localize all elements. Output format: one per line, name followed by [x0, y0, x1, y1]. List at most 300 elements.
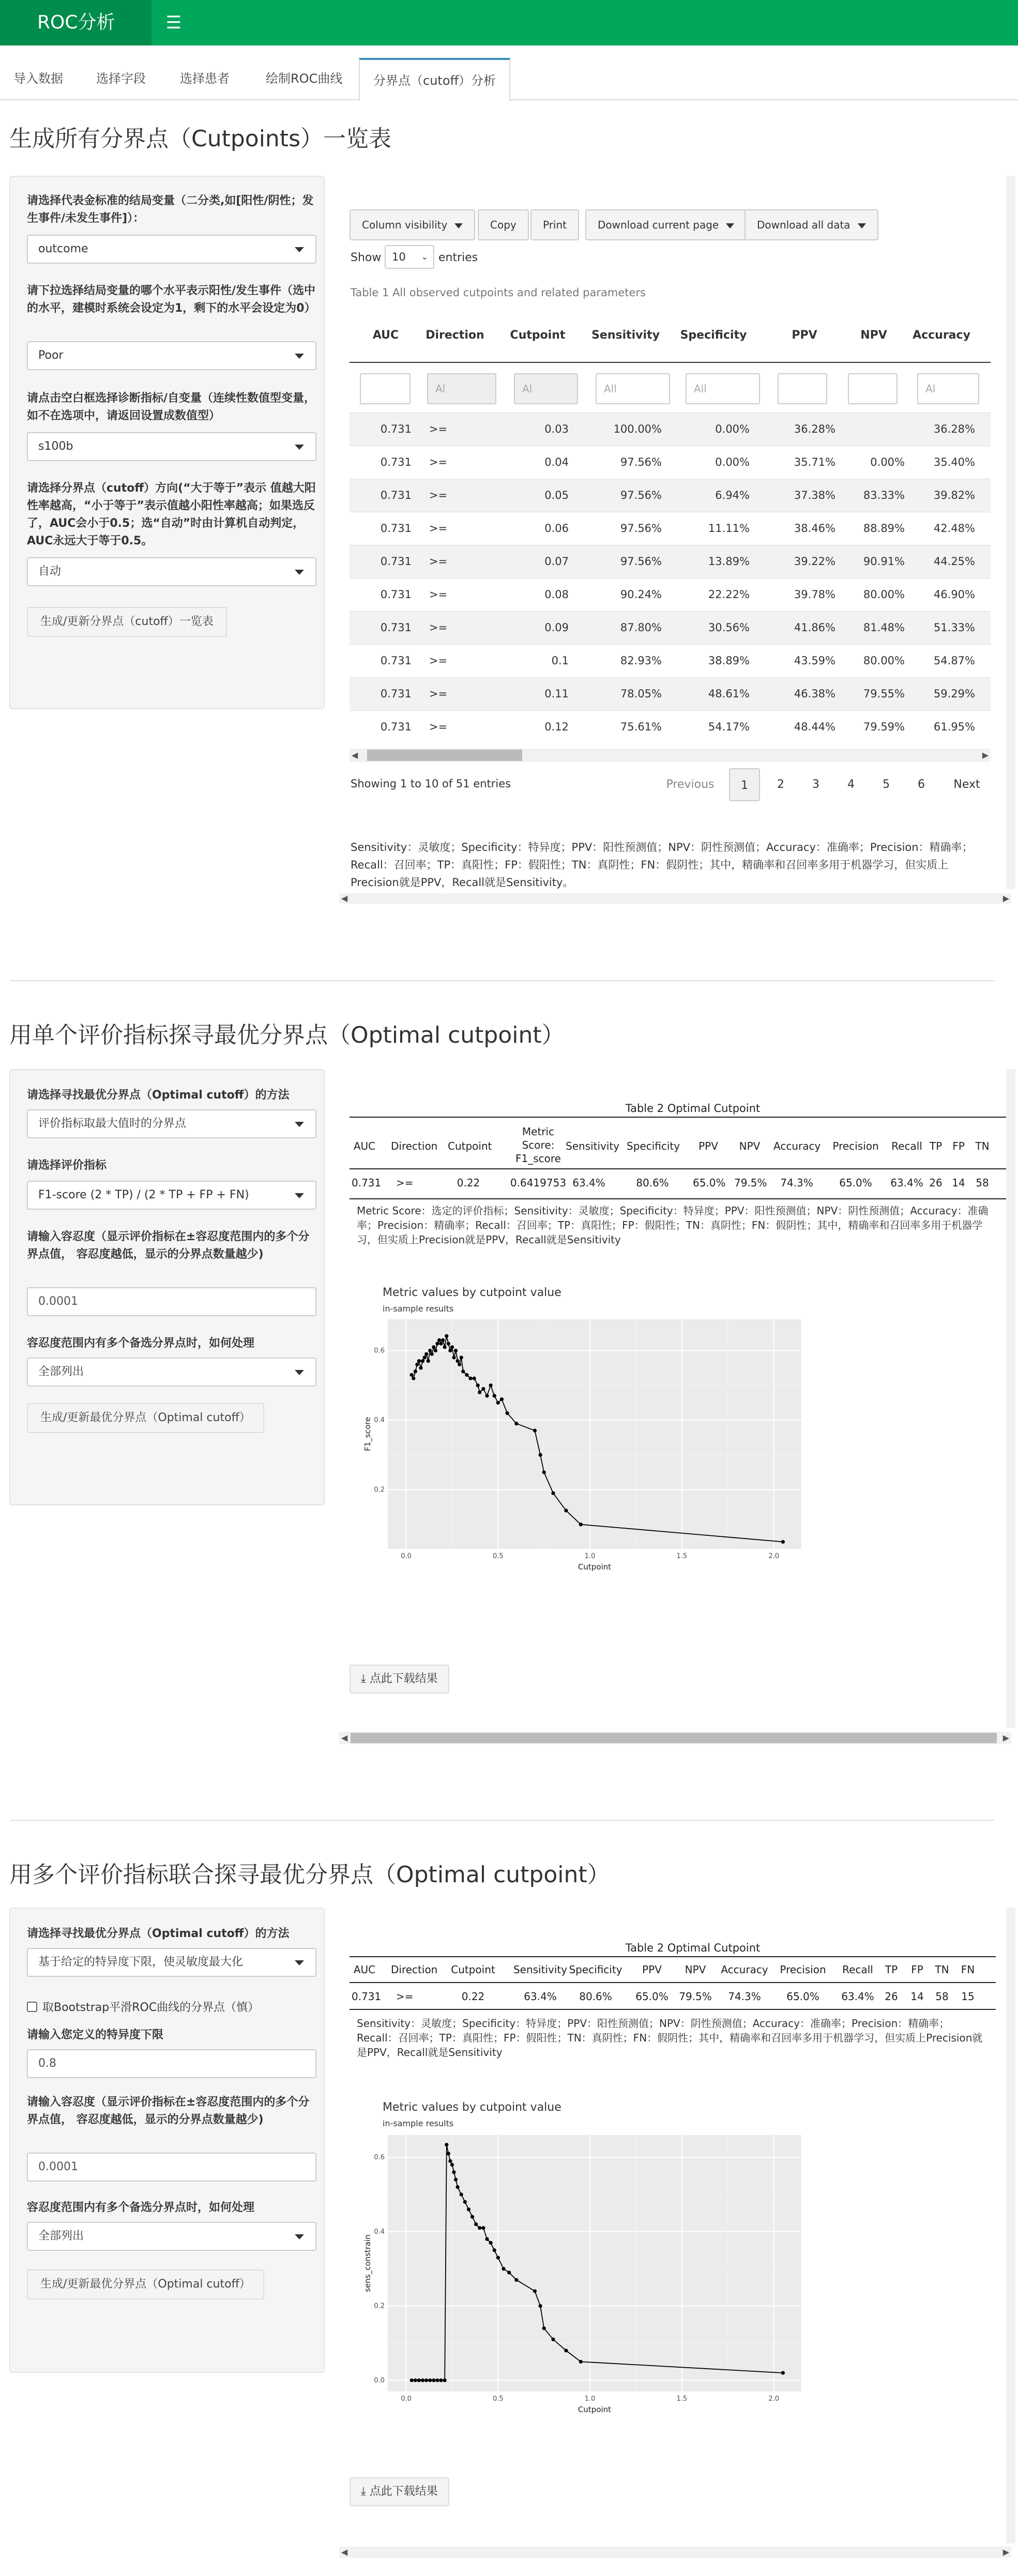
table1-caption: Table 1 All observed cutpoints and related parameters — [351, 286, 646, 299]
table3-cell: 26 — [885, 1990, 898, 2003]
scroll-right-icon[interactable]: ▶ — [982, 750, 989, 760]
table2-cell: 80.6% — [636, 1177, 669, 1189]
page-next[interactable]: Next — [953, 778, 980, 791]
page-2[interactable]: 2 — [777, 778, 784, 791]
x-tick-label: 0.0 — [401, 1552, 412, 1560]
table2-cell: 26 — [929, 1177, 943, 1189]
data-point — [481, 2226, 485, 2230]
section2-title: 用单个评价指标探寻最优分界点（Optimal cutpoint） — [9, 1022, 565, 1048]
table3-header-cell: Sensitivity — [513, 1963, 568, 1976]
table3-cell: 80.6% — [579, 1990, 612, 2003]
data-point — [460, 2192, 463, 2196]
tab-import-data[interactable]: 导入数据 — [13, 71, 63, 86]
plot-panel — [388, 1319, 801, 1549]
table2-cell: 0.6419753 — [510, 1177, 567, 1189]
section2-hscrollbar[interactable] — [339, 1732, 1011, 1744]
data-point — [414, 1369, 417, 1373]
table2-cell: 65.0% — [693, 1177, 726, 1189]
table3-header-cell: Accuracy — [721, 1963, 768, 1976]
scroll-left-icon[interactable]: ◀ — [341, 893, 348, 903]
table-cell: 0.731 — [380, 654, 412, 667]
x-tick-label: 0.5 — [492, 1552, 504, 1560]
data-point — [454, 2178, 458, 2182]
data-point — [421, 1359, 424, 1363]
data-point — [432, 2379, 435, 2382]
data-point — [441, 1338, 445, 1342]
download-all-data-button[interactable]: Download all data — [744, 209, 878, 240]
data-point — [421, 2379, 424, 2382]
chart1-subtitle: in-sample results — [383, 1304, 454, 1314]
page-6[interactable]: 6 — [918, 778, 925, 791]
table-cell: 97.56% — [620, 522, 662, 535]
scroll-right-icon[interactable]: ▶ — [1002, 2547, 1009, 2557]
multiple-handling-select[interactable]: 全部列出 — [27, 1358, 316, 1386]
direction-select[interactable]: 自动 — [27, 557, 316, 586]
data-point — [456, 2185, 460, 2189]
filter-cutpoint[interactable]: Al — [514, 373, 578, 404]
data-point — [412, 1377, 415, 1380]
table-cell: 0.00% — [870, 456, 905, 468]
data-point — [539, 1453, 542, 1457]
table2-cell: 63.4% — [890, 1177, 923, 1189]
data-point — [478, 1391, 481, 1394]
table1-hscrollbar[interactable] — [350, 749, 991, 762]
multiple-handling-label: 容忍度范围内有多个备选分界点时，如何处理 — [27, 1337, 255, 1350]
data-point — [539, 2304, 542, 2308]
x-tick-label: 2.0 — [768, 1552, 780, 1560]
data-point — [551, 1491, 555, 1495]
column-visibility-button[interactable]: Column visibility — [350, 209, 475, 240]
table-cell: 46.90% — [933, 588, 975, 601]
generate-optimal-cutoff-button[interactable]: 生成/更新最优分界点（Optimal cutoff） — [27, 2269, 264, 2299]
chart1-title: Metric values by cutpoint value — [383, 1286, 561, 1299]
data-point — [514, 1422, 518, 1425]
tab-select-patients[interactable]: 选择患者 — [180, 71, 230, 86]
data-point — [551, 2338, 555, 2341]
table2-cell: 63.4% — [572, 1177, 605, 1189]
filter-auc[interactable] — [360, 373, 411, 404]
table-cell: 0.731 — [380, 688, 412, 700]
table-cell: 22.22% — [708, 588, 750, 601]
table2-header-cell: PPV — [698, 1140, 718, 1152]
tolerance-label: 请输入容忍度（显示评价指标在±容忍度范围内的多个分界点值， 容忍度越低，显示的分界点数量越少) — [27, 2096, 310, 2126]
data-point — [507, 2270, 511, 2274]
table-cell: 83.33% — [863, 489, 905, 501]
data-point — [476, 1383, 480, 1387]
table2-header-cell: FP — [952, 1140, 965, 1152]
x-tick-label: 1.5 — [676, 1552, 688, 1560]
table-cell: 80.00% — [863, 588, 905, 601]
col-ppv[interactable]: PPV — [792, 329, 817, 342]
y-axis-label: sens_constrain — [363, 2234, 372, 2292]
table-cell: 42.48% — [933, 522, 975, 535]
table1-note: Sensitivity：灵敏度；Specificity：特异度；PPV：阳性预测值；NPV：阴性预测值；Accuracy：准确率；Precision：精确率；Recall：召回率；TP：真阳性；FP：假阳性；TN：真阴性；FN：假阴性；其中，精确率和召回率多用于机器学习，但实质上Precision就是PPV，Recall就是Sensitivity。 — [351, 841, 973, 889]
section2-vscrollbar[interactable] — [1006, 1069, 1015, 1728]
data-point — [500, 1397, 504, 1401]
chart2-title: Metric values by cutpoint value — [383, 2101, 561, 2114]
download-current-page-button[interactable]: Download current page — [585, 209, 747, 240]
show-label: Show — [351, 251, 382, 264]
table-cell: 0.731 — [380, 456, 412, 468]
table-cell: 38.89% — [708, 654, 750, 667]
outcome-select[interactable]: outcome — [27, 235, 316, 264]
scroll-left-icon[interactable]: ◀ — [341, 1733, 348, 1743]
table3-cell: 63.4% — [524, 1990, 557, 2003]
table3-header-cell: Direction — [391, 1963, 438, 1976]
table2-header-cell: AUC — [353, 1140, 376, 1152]
data-point — [481, 1387, 485, 1391]
data-point — [434, 1349, 437, 1352]
data-point — [448, 1349, 452, 1352]
app-logo: ROC分析 — [0, 0, 151, 45]
table2-cell: 14 — [952, 1177, 965, 1189]
table3-header-cell: TP — [885, 1963, 898, 1976]
table-cell: 80.00% — [863, 654, 905, 667]
data-point — [428, 1349, 432, 1352]
data-point — [506, 1411, 509, 1415]
table3-cell: 65.0% — [635, 1990, 668, 2003]
table2-caption: Table 2 Optimal Cutpoint — [625, 1102, 761, 1115]
data-point — [579, 2360, 583, 2364]
data-point — [437, 1338, 441, 1342]
section1-hscrollbar[interactable] — [339, 893, 1011, 904]
section3-title: 用多个评价指标联合探寻最优分界点（Optimal cutpoint） — [9, 1862, 610, 1888]
table3-cell: 0.22 — [461, 1990, 485, 2003]
download-results-button[interactable]: ⤓ 点此下载结果 — [350, 1665, 449, 1694]
table2-cell: 0.731 — [352, 1177, 382, 1189]
predictor-label: 请点击空白框选择诊断指标/自变量（连续性数值型变量，如不在选项中，请返回设置成数值型） — [27, 392, 316, 422]
data-point — [579, 1522, 583, 1526]
table-cell: >= — [429, 621, 448, 634]
table-cell: 75.61% — [620, 721, 662, 733]
table2-cell: 0.22 — [457, 1177, 480, 1189]
chevron-down-icon: ⌄ — [421, 252, 428, 262]
table3-cell: >= — [396, 1990, 414, 2003]
section1-vscrollbar[interactable] — [1006, 176, 1015, 889]
filter-specificity[interactable]: All — [686, 373, 760, 404]
plot-panel — [388, 2135, 801, 2391]
col-cutpoint[interactable]: Cutpoint — [510, 329, 566, 342]
data-point — [496, 2256, 500, 2260]
table-cell: 0.03 — [544, 423, 569, 435]
table-cell: 0.731 — [380, 522, 412, 535]
data-point — [493, 2248, 496, 2252]
table-cell: 0.04 — [544, 456, 569, 468]
top-navbar — [0, 0, 1018, 45]
download-icon: ⤓ — [361, 1672, 370, 1685]
table-cell: >= — [429, 654, 448, 667]
table3-cell: 65.0% — [786, 1990, 819, 2003]
table2-header-cell: Specificity — [627, 1140, 680, 1152]
data-point — [423, 1355, 427, 1359]
page-previous[interactable]: Previous — [666, 778, 715, 791]
method-select[interactable]: 评价指标取最大值时的分界点 — [27, 1109, 316, 1138]
table-cell: >= — [429, 489, 448, 501]
scroll-left-icon[interactable]: ◀ — [341, 2547, 348, 2557]
table3-bottom-rule — [350, 2009, 996, 2010]
specificity-lower-label: 请输入您定义的特异度下限 — [27, 2029, 164, 2041]
page-1[interactable]: 1 — [729, 768, 760, 801]
data-point — [447, 1342, 450, 1345]
x-tick-label: 1.0 — [584, 2395, 596, 2403]
table3-cell: 0.731 — [352, 1990, 382, 2003]
section3-sidebar — [9, 1908, 325, 2373]
data-point — [439, 1342, 443, 1345]
table-cell: 35.40% — [933, 456, 975, 468]
data-point — [542, 1470, 546, 1474]
tab-roc-curve[interactable]: 绘制ROC曲线 — [266, 71, 343, 86]
data-point — [443, 2379, 447, 2382]
data-point — [448, 2159, 452, 2163]
scroll-thumb[interactable] — [367, 750, 522, 761]
table2-note: Metric Score：选定的评价指标；Sensitivity：灵敏度；Specificity：特异度；PPV：阳性预测值；NPV：阴性预测值；Accuracy：准确率；Precision：精确率；Recall：召回率；TP：真阳性；FP：假阳性；TN：真阴性；FN：假阴性；其中，精确率和召回率多用于机器学习，但实质上Precision就是PPV，Recall就是Sensitivity — [357, 1205, 989, 1246]
print-button[interactable]: Print — [530, 209, 579, 240]
table-cell: 87.80% — [620, 621, 662, 634]
chart2-svg — [357, 2094, 807, 2425]
y-tick-label: 0.2 — [374, 2302, 385, 2310]
table-cell: 0.07 — [544, 555, 569, 568]
table-cell: >= — [429, 588, 448, 601]
table-cell: 0.00% — [715, 456, 750, 468]
data-point — [428, 2379, 432, 2382]
x-axis-label: Cutpoint — [578, 1562, 612, 1572]
table-cell: 44.25% — [933, 555, 975, 568]
data-point — [427, 1359, 430, 1363]
data-point — [410, 2379, 414, 2382]
tolerance-input[interactable]: 0.0001 — [27, 2153, 316, 2182]
filter-sensitivity[interactable]: All — [596, 373, 670, 404]
table-cell: 100.00% — [613, 423, 662, 435]
direction-label: 请选择分界点（cutoff）方向(“大于等于”表示 值越大阳性率越高，“小于等于”表示值越小阳性率越高；如果选反了，AUC会小于0.5；选“自动”时由计算机自动判定，AUC永远大于等于0.5。 — [27, 482, 316, 547]
data-point — [415, 1363, 419, 1366]
data-point — [502, 2267, 505, 2270]
predictor-select[interactable]: s100b — [27, 432, 316, 461]
copy-button[interactable]: Copy — [478, 209, 529, 240]
table2-cell: 58 — [976, 1177, 989, 1189]
download-icon: ⤓ — [361, 2485, 370, 2498]
table3-header-cell: Specificity — [569, 1963, 622, 1976]
method-label: 请选择寻找最优分界点（Optimal cutoff）的方法 — [27, 1089, 290, 1102]
table2-top-rule — [350, 1117, 1006, 1118]
col-auc[interactable]: AUC — [372, 329, 399, 342]
table2-header-cell: TN — [975, 1140, 990, 1152]
data-point — [467, 2207, 470, 2211]
x-tick-label: 0.0 — [401, 2395, 412, 2403]
entries-label: entries — [438, 251, 478, 264]
table2-header-cell: Precision — [832, 1140, 879, 1152]
table-cell: 90.91% — [863, 555, 905, 568]
data-point — [417, 2379, 421, 2382]
table3-cell: 63.4% — [841, 1990, 874, 2003]
section1-sidebar — [9, 176, 325, 709]
generate-optimal-cutoff-button[interactable]: 生成/更新最优分界点（Optimal cutoff） — [27, 1403, 264, 1433]
x-tick-label: 2.0 — [768, 2395, 780, 2403]
table3-header-cell: FP — [911, 1963, 923, 1976]
table2-header-cell: NPV — [739, 1140, 761, 1152]
table3-header-cell: Recall — [842, 1963, 873, 1976]
table-cell: 39.78% — [794, 588, 835, 601]
table-cell: 61.95% — [933, 721, 975, 733]
section3-vscrollbar[interactable] — [1006, 1908, 1015, 2543]
table-cell: 0.09 — [544, 621, 569, 634]
table2-header-cell: TP — [929, 1140, 943, 1152]
table2-header-cell: Cutpoint — [448, 1140, 492, 1152]
col-direction[interactable]: Direction — [426, 329, 484, 342]
table-cell: 0.06 — [544, 522, 569, 535]
data-point — [435, 1342, 439, 1345]
data-point — [493, 1394, 496, 1397]
tolerance-input[interactable]: 0.0001 — [27, 1287, 316, 1316]
table2-cell: >= — [396, 1177, 414, 1189]
data-point — [443, 1345, 447, 1349]
table-cell: 90.24% — [620, 588, 662, 601]
table-cell: >= — [429, 522, 448, 535]
table-cell: 0.731 — [380, 621, 412, 634]
table3-header-cell: Cutpoint — [451, 1963, 495, 1976]
data-point — [496, 1401, 500, 1405]
table-cell: 46.38% — [794, 688, 835, 700]
filter-accuracy[interactable]: Al — [917, 373, 979, 404]
scroll-right-icon[interactable]: ▶ — [1002, 1733, 1009, 1743]
table-cell: 11.11% — [708, 522, 750, 535]
data-point — [424, 2379, 428, 2382]
col-specificity[interactable]: Specificity — [680, 329, 747, 342]
data-point — [450, 2163, 454, 2167]
table2-header-rule — [350, 1168, 1006, 1169]
table-cell: 0.12 — [544, 721, 569, 733]
table-cell: >= — [429, 423, 448, 435]
filter-ppv[interactable] — [778, 373, 827, 404]
table2-header-cell: Recall — [891, 1140, 922, 1152]
table2-cell: 65.0% — [839, 1177, 872, 1189]
filter-direction[interactable]: Al — [427, 373, 496, 404]
table-cell: 97.56% — [620, 489, 662, 501]
menu-toggle-icon[interactable]: ☰ — [165, 12, 182, 33]
generate-cutpoints-button[interactable]: 生成/更新分界点（cutoff）一览表 — [27, 607, 227, 637]
x-tick-label: 0.5 — [492, 2395, 504, 2403]
chart2-subtitle: in-sample results — [383, 2118, 454, 2128]
section3-hscrollbar[interactable] — [339, 2547, 1011, 2558]
filter-npv[interactable] — [848, 373, 898, 404]
data-point — [454, 1349, 458, 1352]
col-accuracy[interactable]: Accuracy — [913, 329, 970, 342]
page-3[interactable]: 3 — [812, 778, 819, 791]
data-point — [458, 1363, 461, 1366]
tab-select-fields[interactable]: 选择字段 — [96, 71, 146, 86]
data-point — [452, 1355, 455, 1359]
multiple-handling-select[interactable]: 全部列出 — [27, 2222, 316, 2251]
download-results-button[interactable]: ⤓ 点此下载结果 — [350, 2477, 449, 2506]
table-cell: 0.08 — [544, 588, 569, 601]
data-point — [474, 2222, 478, 2226]
data-point — [445, 2143, 448, 2146]
data-point — [432, 1345, 435, 1349]
data-point — [439, 2379, 443, 2382]
y-tick-label: 0.6 — [374, 1347, 385, 1355]
page-length-select[interactable]: 10 ⌄ — [385, 245, 434, 269]
chart1-svg — [357, 1281, 807, 1581]
y-tick-label: 0.4 — [374, 2228, 385, 2236]
table3-caption: Table 2 Optimal Cutpoint — [625, 1942, 761, 1954]
page-4[interactable]: 4 — [847, 778, 855, 791]
data-point — [460, 1355, 463, 1359]
chart2 — [357, 2094, 807, 2425]
data-point — [414, 2379, 417, 2382]
section1-title: 生成所有分界点（Cutpoints）一览表 — [9, 126, 391, 152]
table-cell: 81.48% — [863, 621, 905, 634]
table3-cell: 58 — [935, 1990, 949, 2003]
tolerance-label: 请输入容忍度（显示评价指标在±容忍度范围内的多个分界点值， 容忍度越低，显示的分界点数量越少) — [27, 1230, 310, 1261]
table-cell: 0.00% — [715, 423, 750, 435]
data-point — [478, 2226, 481, 2230]
table-cell: >= — [429, 688, 448, 700]
table-cell: 6.94% — [715, 489, 750, 501]
scroll-thumb[interactable] — [351, 1733, 997, 1743]
y-axis-label: F1_score — [363, 1417, 372, 1451]
table-cell: 48.61% — [708, 688, 750, 700]
data-point — [470, 2215, 474, 2219]
table-cell: 38.46% — [794, 522, 835, 535]
bootstrap-checkbox-label[interactable]: 取Bootstrap平滑ROC曲线的分界点（慎） — [42, 2001, 260, 2014]
metric-select[interactable]: F1-score (2 * TP) / (2 * TP + FP + FN) — [27, 1181, 316, 1210]
table3-header-cell: Precision — [780, 1963, 826, 1976]
table-cell: 0.731 — [380, 423, 412, 435]
table-cell: 37.38% — [794, 489, 835, 501]
specificity-lower-input[interactable]: 0.8 — [27, 2049, 316, 2078]
table3-header-rule — [350, 1982, 996, 1983]
table3-header-cell: NPV — [685, 1963, 706, 1976]
table-cell: 36.28% — [933, 423, 975, 435]
data-point — [419, 1366, 422, 1370]
table-cell: 30.56% — [708, 621, 750, 634]
table3-cell: 15 — [961, 1990, 975, 2003]
page-5[interactable]: 5 — [883, 778, 890, 791]
table-cell: 43.59% — [794, 654, 835, 667]
data-point — [514, 2278, 518, 2282]
divider — [10, 1820, 995, 1821]
table-cell: 36.28% — [794, 423, 835, 435]
table-cell: >= — [429, 456, 448, 468]
data-point — [781, 2371, 785, 2374]
tab-cutoff-analysis[interactable]: 分界点（cutoff）分析 — [359, 58, 510, 101]
outcome-label: 请选择代表金标准的结局变量（二分类,如[阳性/阴性；发生事件/未发生事件]）： — [27, 194, 314, 225]
col-npv[interactable]: NPV — [860, 329, 887, 342]
table-cell: >= — [429, 721, 448, 733]
table-cell: 0.11 — [544, 688, 569, 700]
scroll-right-icon[interactable]: ▶ — [1002, 893, 1009, 903]
x-tick-label: 1.0 — [584, 1552, 596, 1560]
table-cell: 0.731 — [380, 555, 412, 568]
bootstrap-checkbox[interactable] — [27, 2002, 37, 2012]
table-cell: 79.55% — [863, 688, 905, 700]
data-point — [485, 1394, 489, 1397]
scroll-left-icon[interactable]: ◀ — [352, 750, 358, 760]
table3-header-cell: PPV — [642, 1963, 662, 1976]
y-tick-label: 0.0 — [374, 2376, 385, 2385]
data-point — [424, 1352, 428, 1356]
method-select[interactable]: 基于给定的特异度下限，使灵敏度最大化 — [27, 1948, 316, 1977]
y-tick-label: 0.2 — [374, 1486, 385, 1494]
col-sensitivity[interactable]: Sensitivity — [591, 329, 660, 342]
data-point — [452, 2170, 455, 2174]
table3-cell: 74.3% — [728, 1990, 761, 2003]
positive-level-select[interactable]: Poor — [27, 341, 316, 370]
table1-info: Showing 1 to 10 of 51 entries — [351, 778, 511, 790]
table2-header-cell: Accuracy — [773, 1140, 821, 1152]
table-cell: 48.44% — [794, 721, 835, 733]
method-label: 请选择寻找最优分界点（Optimal cutoff）的方法 — [27, 1927, 290, 1940]
tab-bar — [0, 58, 1018, 100]
